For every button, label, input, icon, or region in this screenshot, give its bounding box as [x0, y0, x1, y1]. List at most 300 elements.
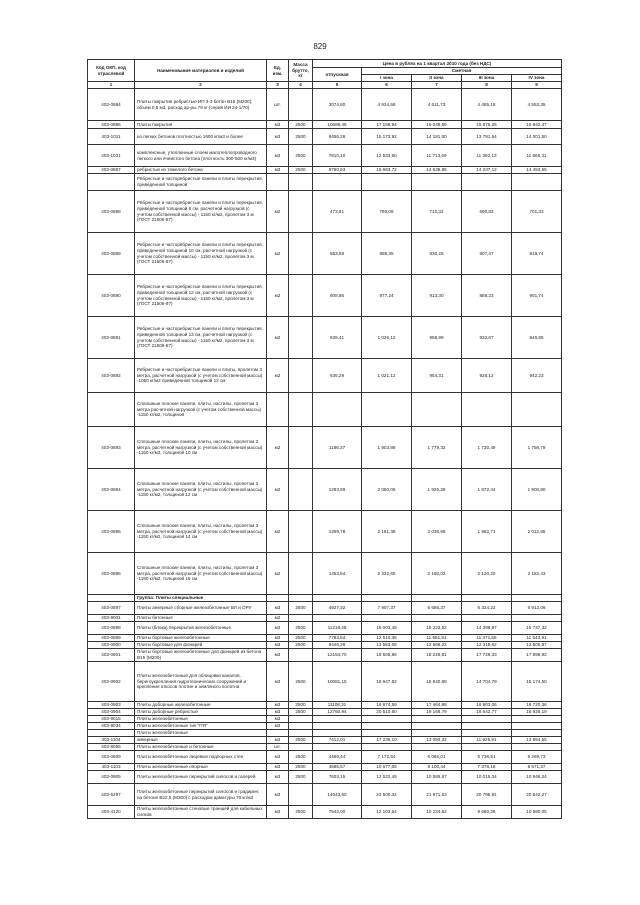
- row-release-price: 639,41: [313, 317, 362, 359]
- row-code: [88, 595, 135, 602]
- row-mass: [289, 174, 313, 191]
- row-zone-2-price: 15 223,52: [412, 622, 462, 635]
- row-name: Плиты бортовые железобетонные: [135, 635, 267, 642]
- row-mass: [289, 393, 313, 427]
- row-zone-2-price: [412, 174, 462, 191]
- row-release-price: 1186,37: [313, 427, 362, 469]
- row-zone-3-price: 11 392,13: [462, 145, 512, 167]
- row-name: Сплошные плоские панели, плиты, настилы, пролетом 3 метра расчетной нагрузкой (с учетом собственной массы) -1150 кг/м2, толщиной: [135, 393, 267, 427]
- row-zone-4-price: 8 571,37: [512, 764, 562, 771]
- table-row: [88, 716, 562, 723]
- column-number: 4: [289, 82, 313, 89]
- row-zone-3-price: 888,23: [462, 275, 512, 317]
- row-name: Плиты (блоки) перекрытия железобетонные: [135, 622, 267, 635]
- row-release-price: [313, 174, 362, 191]
- price-table: [87, 59, 562, 819]
- row-zone-1-price: 18 003,45: [362, 622, 412, 635]
- row-release-price: 9760,53: [313, 167, 362, 174]
- row-zone-2-price: 954,31: [412, 359, 462, 393]
- row-zone-1-price: 20 510,60: [362, 709, 412, 716]
- row-release-price: 4927,32: [313, 602, 362, 615]
- row-name: Сплошные плоские панели, плиты, настилы, пролетом 3 метра, расчетной нагрузкой (с учетом собственной массы) -1150 кг/м2, толщиной 16 см: [135, 553, 267, 595]
- row-mass: [289, 89, 313, 121]
- row-mass: 2500: [289, 771, 313, 784]
- column-number: 6: [362, 82, 412, 89]
- row-zone-2-price: [412, 744, 462, 751]
- row-zone-4-price: 17 998,92: [512, 649, 562, 662]
- row-release-price: 1359,78: [313, 511, 362, 553]
- row-zone-4-price: 14 453,55: [512, 167, 562, 174]
- table-row: [88, 702, 562, 709]
- table-row: [88, 511, 562, 553]
- row-release-price: 608,95: [313, 275, 362, 317]
- row-code: [88, 393, 135, 427]
- row-zone-3-price: 7 378,18: [462, 764, 512, 771]
- row-zone-3-price: 11 371,55: [462, 635, 512, 642]
- row-release-price: 473,81: [313, 191, 362, 233]
- group-header-row: [88, 595, 562, 602]
- row-zone-3-price: 932,67: [462, 317, 512, 359]
- row-zone-4-price: [512, 716, 562, 723]
- row-unit: [267, 174, 289, 191]
- row-zone-2-price: 2 038,65: [412, 511, 462, 553]
- row-mass: 2500: [289, 642, 313, 649]
- row-mass: [289, 233, 313, 275]
- row-zone-4-price: 10 946,24: [512, 771, 562, 784]
- row-unit: м3: [267, 121, 289, 129]
- row-zone-3-price: 14 398,97: [462, 622, 512, 635]
- row-zone-3-price: 690,83: [462, 191, 512, 233]
- column-number: 3: [267, 82, 289, 89]
- row-name: Плиты железобетонные перекрытий силосов и галерей: [135, 771, 267, 784]
- row-zone-1-price: 13 553,08: [362, 642, 412, 649]
- row-zone-1-price: [362, 595, 412, 602]
- row-unit: м3: [267, 716, 289, 723]
- table-row: [88, 233, 562, 275]
- table-row: [88, 622, 562, 635]
- row-name: комплексные, утепленные слоем малотеплопроводного легкого или ячеистого бетона (плотность 300-500 кг/м3): [135, 145, 267, 167]
- row-mass: [289, 191, 313, 233]
- row-unit: м2: [267, 275, 289, 317]
- row-code: 403-0890: [88, 275, 135, 317]
- table-row: [88, 615, 562, 622]
- row-zone-4-price: 1 900,90: [512, 469, 562, 511]
- row-mass: [289, 595, 313, 602]
- row-code: 403-0905: [88, 771, 135, 784]
- row-zone-4-price: 18 926,19: [512, 709, 562, 716]
- row-zone-3-price: 10 015,34: [462, 771, 512, 784]
- row-name: ребристые из тяжелого бетона: [135, 167, 267, 174]
- header-mass: Масса брутто, кг: [289, 60, 313, 82]
- table-row: [88, 635, 562, 642]
- row-release-price: [313, 716, 362, 723]
- row-code: 403-0609: [88, 751, 135, 764]
- row-mass: [289, 784, 313, 806]
- header-zone-4: IV зона: [512, 75, 562, 82]
- row-code: 403-0898: [88, 622, 135, 635]
- row-mass: [289, 723, 313, 730]
- row-unit: м3: [267, 709, 289, 716]
- row-zone-3-price: [462, 174, 512, 191]
- row-zone-1-price: 977,24: [362, 275, 412, 317]
- table-row: [88, 642, 562, 649]
- row-release-price: 8446,28: [313, 642, 362, 649]
- row-name: Сплошные плоские панели, плиты, настилы, пролетом 3 метра, расчетной нагрузкой (с учетом собственной массы) -1150 кг/м2, толщиной 12 см: [135, 469, 267, 511]
- row-zone-4-price: 819,74: [512, 233, 562, 275]
- column-number-row: [88, 82, 562, 89]
- table-row: [88, 191, 562, 233]
- row-code: 403-0894: [88, 469, 135, 511]
- row-code: 403-1104: [88, 737, 135, 744]
- row-unit: м3: [267, 622, 289, 635]
- table-row: [88, 649, 562, 662]
- row-unit: м3: [267, 649, 289, 662]
- row-zone-1-price: 12 510,46: [362, 635, 412, 642]
- row-zone-2-price: 12 666,22: [412, 642, 462, 649]
- row-zone-3-price: 16 803,06: [462, 702, 512, 709]
- row-unit: [267, 730, 289, 737]
- row-code: 403-1011: [88, 129, 135, 145]
- row-name: Плиты железобетонные тип "ПЯ": [135, 723, 267, 730]
- row-name: Плиты доборные ребристые: [135, 709, 267, 716]
- row-zone-2-price: 1 925,28: [412, 469, 462, 511]
- row-code: [88, 174, 135, 191]
- row-zone-3-price: 9 680,28: [462, 806, 512, 819]
- row-name: Плиты железобетонные лицевые подпорных стен: [135, 751, 267, 764]
- row-zone-1-price: 4 934,58: [362, 89, 412, 121]
- table-row: [88, 744, 562, 751]
- header-zone-1: I зона: [362, 75, 412, 82]
- row-release-price: [313, 595, 362, 602]
- row-zone-2-price: 17 464,88: [412, 702, 462, 709]
- row-zone-3-price: 15 675,25: [462, 121, 512, 129]
- row-unit: шт.: [267, 744, 289, 751]
- row-zone-2-price: 1 779,32: [412, 427, 462, 469]
- row-zone-4-price: [512, 730, 562, 737]
- row-name: Ребристые и часторебристые панели и плиты перекрытия, приведенной толщиной 8 см, расчетной нагрузкой (с учетом собственной массы) - 1150 кг/м2, пролетом 3 м (ГОСТ 21506-87): [135, 191, 267, 233]
- row-mass: 2500: [289, 145, 313, 167]
- row-zone-2-price: 16 048,59: [412, 121, 462, 129]
- row-release-price: 9456,26: [313, 129, 362, 145]
- row-unit: м3: [267, 642, 289, 649]
- row-code: 403-0887: [88, 167, 135, 174]
- row-code: 403-0892: [88, 359, 135, 393]
- row-zone-1-price: 16 674,59: [362, 702, 412, 709]
- row-mass: 2500: [289, 751, 313, 764]
- row-mass: [289, 649, 313, 662]
- row-zone-1-price: 17 236,10: [362, 737, 412, 744]
- row-zone-2-price: [412, 595, 462, 602]
- row-release-price: 11218,48: [313, 622, 362, 635]
- row-mass: [289, 615, 313, 622]
- column-number: 9: [512, 82, 562, 89]
- row-release-price: 10081,15: [313, 662, 362, 702]
- row-zone-4-price: 15 174,50: [512, 662, 562, 702]
- row-release-price: 10698,48: [313, 121, 362, 129]
- row-release-price: [313, 615, 362, 622]
- row-name: Плиты доборные железобетонные: [135, 702, 267, 709]
- row-zone-4-price: 11 565,31: [512, 145, 562, 167]
- header-name: Наименование материалов и изделий: [135, 60, 267, 82]
- row-zone-1-price: [362, 744, 412, 751]
- table-row: [88, 730, 562, 737]
- table-row: [88, 709, 562, 716]
- row-code: 403-0900: [88, 642, 135, 649]
- row-code: 403-8055: [88, 744, 135, 751]
- row-zone-4-price: [512, 174, 562, 191]
- row-zone-3-price: 20 795,91: [462, 784, 512, 806]
- header-estimated-price: Сметная: [362, 68, 562, 75]
- row-code: 403-0902: [88, 662, 135, 702]
- row-release-price: 12154,70: [313, 649, 362, 662]
- row-zone-1-price: [362, 730, 412, 737]
- row-zone-2-price: 6 686,37: [412, 602, 462, 615]
- row-unit: м2: [267, 233, 289, 275]
- table-row: [88, 359, 562, 393]
- column-number: 7: [412, 82, 462, 89]
- page-number: 829: [313, 42, 327, 51]
- column-number: 8: [462, 82, 512, 89]
- row-zone-3-price: 1 982,71: [462, 511, 512, 553]
- row-code: 403-1031: [88, 145, 135, 167]
- row-zone-4-price: [512, 723, 562, 730]
- table-row: [88, 469, 562, 511]
- table-row: [88, 771, 562, 784]
- row-zone-1-price: [362, 174, 412, 191]
- row-zone-1-price: 12 522,49: [362, 771, 412, 784]
- row-release-price: 7542,00: [313, 806, 362, 819]
- row-unit: м3: [267, 167, 289, 174]
- row-zone-2-price: 11 713,59: [412, 145, 462, 167]
- row-zone-2-price: [412, 716, 462, 723]
- row-zone-3-price: 928,12: [462, 359, 512, 393]
- row-unit: м3: [267, 737, 289, 744]
- row-code: 403-0886: [88, 121, 135, 129]
- row-zone-1-price: 2 332,65: [362, 553, 412, 595]
- row-release-price: 7412,01: [313, 737, 362, 744]
- row-zone-2-price: 710,32: [412, 191, 462, 233]
- row-code: [88, 730, 135, 737]
- table-row: [88, 89, 562, 121]
- row-zone-4-price: 942,23: [512, 359, 562, 393]
- row-unit: м2: [267, 553, 289, 595]
- row-release-price: 553,58: [313, 233, 362, 275]
- row-mass: [289, 744, 313, 751]
- row-name: Ребристые и часторебристые панели и плиты перекрытия, приведенной толщиной 13 см, расчетной нагрузкой (с учетом собственной массы) - 1150 кг/м2, пролетом 3 м (ГОСТ 21506-87): [135, 317, 267, 359]
- row-name: Плиты железобетонные для облицовки каналов, берегоукрепления гидротехнических сооружений и крепления откосов плотин и земляного полотна: [135, 662, 267, 702]
- row-zone-2-price: 11 691,91: [412, 635, 462, 642]
- row-name: анкерные: [135, 737, 267, 744]
- row-zone-2-price: 4 611,73: [412, 89, 462, 121]
- row-release-price: [313, 730, 362, 737]
- row-zone-4-price: 946,85: [512, 317, 562, 359]
- row-zone-3-price: 2 120,20: [462, 553, 512, 595]
- row-release-price: 7603,15: [313, 771, 362, 784]
- row-zone-4-price: 901,74: [512, 275, 562, 317]
- table-row: [88, 121, 562, 129]
- row-zone-1-price: 23 500,34: [362, 784, 412, 806]
- row-mass: 2500: [289, 129, 313, 145]
- table-row: [88, 737, 562, 744]
- row-zone-3-price: 14 237,12: [462, 167, 512, 174]
- row-zone-3-price: 14 704,79: [462, 662, 512, 702]
- header-release-price: отпускная: [313, 68, 362, 82]
- row-zone-1-price: 7 907,37: [362, 602, 412, 615]
- row-name: Сплошные плоские панели, плиты, настилы, пролетом 3 метра, расчетной нагрузкой (с учетом собственной массы) -1150 кг/м2, толщиной 14 см: [135, 511, 267, 553]
- row-zone-3-price: [462, 393, 512, 427]
- row-zone-2-price: 14 181,00: [412, 129, 462, 145]
- row-unit: м2: [267, 469, 289, 511]
- row-zone-1-price: 12 103,54: [362, 806, 412, 819]
- row-unit: м2: [267, 511, 289, 553]
- row-zone-1-price: 2 060,06: [362, 469, 412, 511]
- row-code: 403-1103: [88, 764, 135, 771]
- row-zone-1-price: 7 172,54: [362, 751, 412, 764]
- table-row: [88, 167, 562, 174]
- row-mass: 2500: [289, 167, 313, 174]
- row-zone-4-price: [512, 595, 562, 602]
- row-code: 403-5297: [88, 784, 135, 806]
- row-zone-4-price: 13 854,55: [512, 737, 562, 744]
- row-zone-2-price: 2 180,02: [412, 553, 462, 595]
- row-mass: 2500: [289, 806, 313, 819]
- row-mass: [289, 716, 313, 723]
- row-zone-4-price: [512, 744, 562, 751]
- row-unit: м3: [267, 806, 289, 819]
- row-zone-1-price: 1 021,12: [362, 359, 412, 393]
- row-release-price: 12760,94: [313, 709, 362, 716]
- row-unit: м3: [267, 723, 289, 730]
- row-name: Плиты покрытия ребристые ИП 3-3 бетон В15 (М200), объем 0,6 м3, расход ар-ры 78 кг (серия ИИ 24-1/70): [135, 89, 267, 121]
- row-zone-3-price: 6 324,22: [462, 602, 512, 615]
- row-unit: м3: [267, 751, 289, 764]
- table-row: [88, 662, 562, 702]
- row-name: Ребристые и часторебристые панели и плиты перекрытия, приведенной толщиной 12 см, расчетной нагрузкой (с учетом собственной массы) - 1150 кг/м2, пролетом 3 м (ГОСТ 21506-87): [135, 275, 267, 317]
- row-name: Плиты бортовые железобетонные для фонарей из бетона В15 (М200): [135, 649, 267, 662]
- row-zone-3-price: 18 642,77: [462, 709, 512, 716]
- row-code: 403-0889: [88, 233, 135, 275]
- column-number: 5: [313, 82, 362, 89]
- row-code: 403-0884: [88, 89, 135, 121]
- row-zone-1-price: 15 663,72: [362, 167, 412, 174]
- row-zone-2-price: [412, 730, 462, 737]
- row-release-price: 7810,10: [313, 145, 362, 167]
- table-row: [88, 602, 562, 615]
- row-unit: м3: [267, 635, 289, 642]
- row-zone-4-price: 16 720,36: [512, 702, 562, 709]
- row-zone-4-price: 15 842,47: [512, 121, 562, 129]
- row-zone-3-price: 12 318,62: [462, 642, 512, 649]
- row-zone-2-price: 10 586,67: [412, 771, 462, 784]
- row-mass: 2500: [289, 702, 313, 709]
- row-zone-3-price: [462, 615, 512, 622]
- row-zone-2-price: 8 100,44: [412, 764, 462, 771]
- row-zone-2-price: [412, 723, 462, 730]
- row-code: 403-0893: [88, 427, 135, 469]
- row-unit: [267, 393, 289, 427]
- row-mass: [289, 469, 313, 511]
- row-release-price: 3074,80: [313, 89, 362, 121]
- row-name: Плиты железобетонные: [135, 730, 267, 737]
- row-zone-3-price: 11 925,91: [462, 737, 512, 744]
- row-name: из легких бетонов плотностью 1600 кг/м3 и более: [135, 129, 267, 145]
- row-name: Плиты железобетонные: [135, 716, 267, 723]
- table-row: [88, 145, 562, 167]
- row-name: Плиты анкерные сборные железобетонные ВЛ и ОРУ: [135, 602, 267, 615]
- row-unit: м3: [267, 764, 289, 771]
- row-zone-2-price: 6 065,01: [412, 751, 462, 764]
- table-row: [88, 784, 562, 806]
- row-zone-4-price: 4 553,35: [512, 89, 562, 121]
- row-zone-2-price: 14 636,85: [412, 167, 462, 174]
- table-row: [88, 553, 562, 595]
- row-name: Ребристые и часторебристые панели и плиты, пролетом 3 метра, расчетной нагрузкой (с учетом собственной массы) -1050 кг/м2 приведенной толщиной 12 см: [135, 359, 267, 393]
- row-mass: 2500: [289, 602, 313, 615]
- row-zone-2-price: 21 971,63: [412, 784, 462, 806]
- row-zone-1-price: 12 533,60: [362, 145, 412, 167]
- row-mass: [289, 317, 313, 359]
- row-zone-1-price: 888,35: [362, 233, 412, 275]
- row-mass: 2500: [289, 662, 313, 702]
- row-zone-3-price: [462, 716, 512, 723]
- row-zone-3-price: [462, 730, 512, 737]
- row-zone-1-price: [362, 723, 412, 730]
- row-code: 403-0888: [88, 191, 135, 233]
- row-code: 403-0897: [88, 602, 135, 615]
- row-mass: [289, 427, 313, 469]
- row-mass: [289, 730, 313, 737]
- row-zone-3-price: 4 485,18: [462, 89, 512, 121]
- row-release-price: 4469,44: [313, 751, 362, 764]
- row-zone-2-price: [412, 615, 462, 622]
- row-code: 403-9015: [88, 716, 135, 723]
- row-zone-4-price: 15 737,32: [512, 622, 562, 635]
- row-unit: м2: [267, 317, 289, 359]
- header-unit: Ед. изм.: [267, 60, 289, 82]
- row-unit: м3: [267, 662, 289, 702]
- row-zone-2-price: 19 168,79: [412, 709, 462, 716]
- row-zone-3-price: 13 791,64: [462, 129, 512, 145]
- row-zone-1-price: 2 181,38: [362, 511, 412, 553]
- row-name: Плиты бетонные: [135, 615, 267, 622]
- row-zone-4-price: [512, 615, 562, 622]
- row-unit: шт.: [267, 89, 289, 121]
- row-zone-1-price: [362, 615, 412, 622]
- row-unit: м3: [267, 771, 289, 784]
- table-row: [88, 723, 562, 730]
- row-zone-4-price: 1 756,79: [512, 427, 562, 469]
- row-zone-2-price: 830,25: [412, 233, 462, 275]
- row-unit: м2: [267, 191, 289, 233]
- row-zone-1-price: 19 505,86: [362, 649, 412, 662]
- table-row: [88, 393, 562, 427]
- column-number: 2: [135, 82, 267, 89]
- row-release-price: 636,29: [313, 359, 362, 393]
- row-zone-3-price: [462, 744, 512, 751]
- table-row: [88, 275, 562, 317]
- row-name: Сплошные плоские панели, плиты, настилы, пролетом 3 метра, расчетной нагрузкой (с учетом собственной массы) -1150 кг/м2, толщиной 10 см: [135, 427, 267, 469]
- row-name: Плиты железобетонные опорные: [135, 764, 267, 771]
- row-unit: м3: [267, 129, 289, 145]
- row-mass: 2500: [289, 635, 313, 642]
- row-zone-3-price: 5 736,51: [462, 751, 512, 764]
- row-name: Плиты железобетонные стеновые траншей для кабельных силков: [135, 806, 267, 819]
- row-unit: м2: [267, 615, 289, 622]
- row-code: 403-4120: [88, 806, 135, 819]
- row-zone-3-price: 807,47: [462, 233, 512, 275]
- row-zone-2-price: 18 229,81: [412, 649, 462, 662]
- row-release-price: 1453,54: [313, 553, 362, 595]
